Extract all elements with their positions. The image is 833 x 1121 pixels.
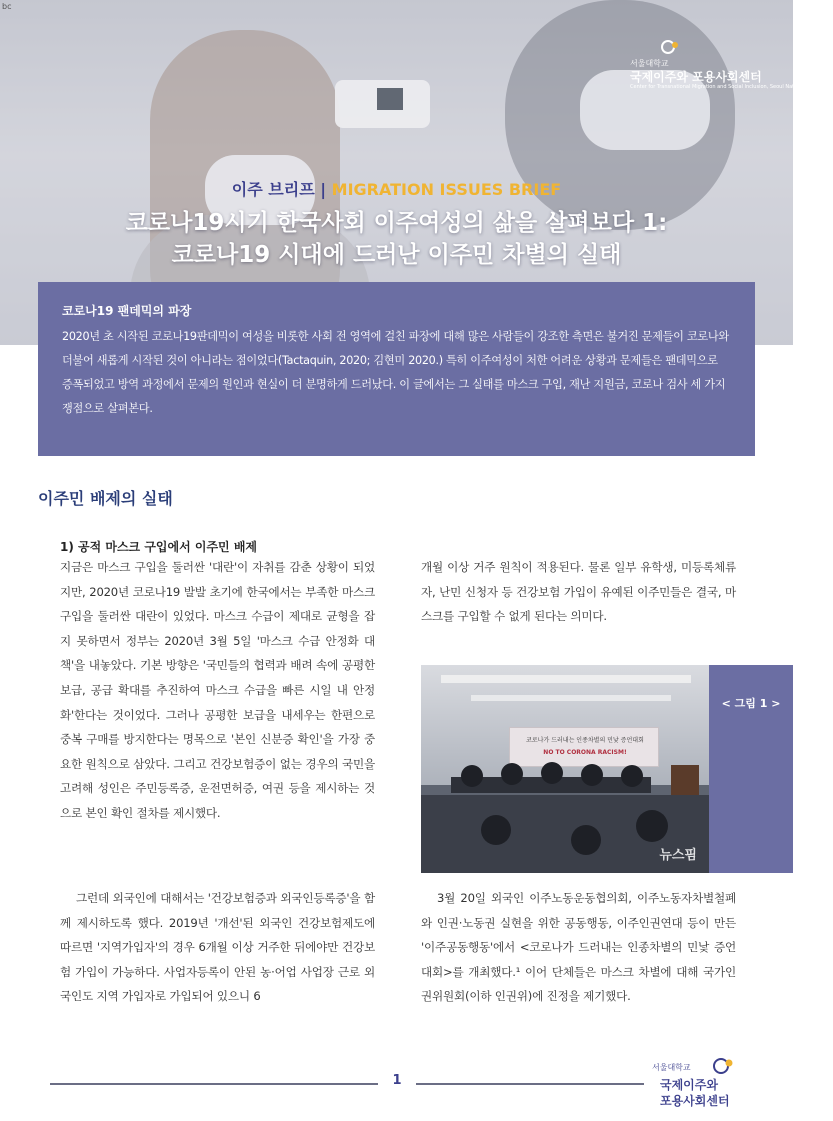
center-logo-footer [652, 1056, 762, 1112]
photo-ceiling-light [471, 695, 671, 701]
page-title-line2: 코로나19 시대에 드러난 이주민 차별의 실태 [171, 242, 622, 268]
brief-separator: | [320, 180, 327, 199]
center-logo-top [630, 38, 833, 90]
center-emblem-icon [660, 38, 682, 56]
summary-body: 2020년 초 시작된 코로나19판데믹이 여성을 비롯한 사회 전 영역에 걸친 파장에 대해 많은 사람들이 강조한 측면은 불거진 문제들이 코로나와 더불어 새롭게 시작된 것이 아니라는 점이었다(Tactaquin, 2020; 김현미 2020.) 특히 이주여성이 처한 어려운 상황과 문제들은 팬데믹으로 증폭되었고 방역 과정에서 문제의 원인과 현실이 더 분명하게 드러났다. 이 글에서는 그 실태를 마스크 구입, 재난 지원금, 코로나 검사 세 가지 쟁점으로 살펴본다. [62, 330, 729, 415]
body-paragraph-right-1: 개월 이상 거주 원칙이 적용된다. 물론 일부 유학생, 미등록체류자, 난민 신청자 등 건강보험 가입이 유예된 이주민들은 결국, 마스크를 구입할 수 없게 된다는 의미다. [421, 560, 736, 624]
body-paragraph-left-1: 지금은 마스크 구입을 둘러싼 '대란'이 자취를 감춘 상황이 되었지만, 2020년 코로나19 발발 초기에 한국에서는 부족한 마스크 구입을 둘러싼 대란이 있었다. 마스크 수급이 제대로 균형을 잡지 못하면서 정부는 2020년 3월 5일 '마스크 수급 안정화 대책'을 내놓았다. 기본 방향은 '국민들의 협력과 배려 속에 공평한 보급, 공급 확대를 추진하여 마스크 수급을 빠른 시일 내 안정화'한다는 것이었다. 그러나 공평한 보급을 내세우는 한편으로 중복 구매를 방지한다는 명목으로 '본인 신분증 확인'을 가장 중요한 원칙으로 삼았다. 그리고 건강보험증이 없는 경우의 국민을 고려해 성인은 주민등록증, 운전면허증, 여권 등을 제시하는 것으로 본인 확인 절차를 제시했다. [60, 560, 375, 820]
photo-person [461, 765, 483, 787]
photo-ceiling-light [441, 675, 691, 683]
logo-center-name: 국제이주와 포용사회센터 [630, 70, 762, 84]
photo-banner [509, 727, 659, 767]
logo-university: 서울대학교 [630, 59, 669, 68]
brief-label-kr: 이주 브리프 [231, 180, 315, 199]
footer-rule-right [416, 1083, 644, 1085]
photo-watermark: 뉴스핌 [659, 848, 697, 863]
figure-label: < 그림 1 > [721, 697, 781, 710]
footer-rule-left [50, 1083, 378, 1085]
footer-logo-university: 서울대학교 [652, 1063, 691, 1072]
corner-mark: bc [2, 2, 12, 11]
section-heading: 이주민 배제의 실태 [38, 489, 173, 508]
logo-center-subtitle: Center for Transnational Migration and Social Inclusion, Seoul National University [630, 84, 833, 90]
summary-box [38, 282, 755, 456]
page-title-line1: 코로나19시기 한국사회 이주여성의 삶을 살펴보다 1: [125, 210, 668, 236]
page-number: 1 [392, 1073, 402, 1088]
center-emblem-icon [712, 1056, 736, 1076]
brief-label-en: MIGRATION ISSUES BRIEF [331, 180, 562, 199]
footer-logo-name-line1: 국제이주와 [660, 1078, 718, 1092]
subsection-heading: 1) 공적 마스크 구입에서 이주민 배제 [60, 540, 258, 554]
footer-logo-name-line2: 포용사회센터 [660, 1094, 730, 1108]
photo-person [541, 762, 563, 784]
photo-person [501, 763, 523, 785]
photo-person [621, 765, 643, 787]
body-paragraph-left-2: 그런데 외국인에 대해서는 '건강보험증과 외국인등록증'을 함께 제시하도록 했다. 2019년 '개선'된 외국인 건강보험제도에 따르면 '지역가입자'의 경우 6개월 이상 거주한 뒤에야만 건강보험 가입이 가능하다. 사업자등록이 안된 농·어업 사업장 근로 외국인도 지역 가입자로 가입되어 있으니 6 [60, 891, 375, 1004]
photo-person [636, 810, 668, 842]
photo-person [581, 764, 603, 786]
figure-1-photo [421, 665, 709, 873]
body-paragraph-right-2: 3월 20일 외국인 이주노동운동협의회, 이주노동자차별철폐와 인권·노동권 실현을 위한 공동행동, 이주인권연대 등이 만든 '이주공동행동'에서 <코로나가 드러내는 인종차별의 민낯 증언대회>를 개최했다.¹ 이어 단체들은 마스크 차별에 대해 국가인권위원회(이하 인권위)에 진정을 제기했다. [421, 891, 736, 1004]
brief-label [0, 177, 793, 200]
photo-person [571, 825, 601, 855]
photo-banner-subtext: NO TO CORONA RACISM! [543, 749, 627, 756]
photo-banner-text: 코로나가 드러내는 인종차별의 민낯 증언대회 [526, 737, 644, 744]
summary-heading: 코로나19 팬데믹의 파장 [62, 304, 192, 318]
photo-person [481, 815, 511, 845]
